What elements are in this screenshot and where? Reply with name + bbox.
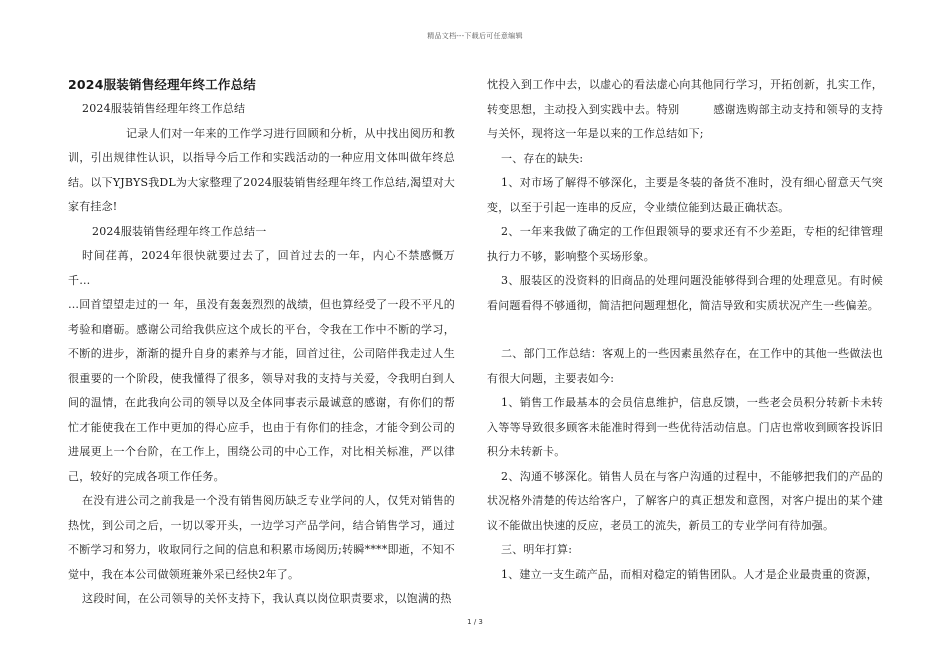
page-number: 1 / 3 <box>467 618 483 626</box>
department-item-2: 2、沟通不够深化。销售人员在与客户沟通的过程中，不能够把我们的产品的状况格外清楚的传达给客户，了解客户的真正想发和意图，对客户提出的某个建议不能做出快速的反应，老员工的流失，新员工的专业学问有待加强。 <box>487 469 883 532</box>
paragraph-continued: 这段时间，在公司领导的关怀支持下，我认真以岗位职责要求，以饱满的热 <box>82 592 452 605</box>
right-column <box>487 73 883 587</box>
shortcoming-item-2: 2、一年来我做了确定的工作但跟领导的要求还有不少差距，专柜的纪律管理执行力不够，影响整个买场形象。 <box>487 225 883 263</box>
paragraph-continuation: 忱投入到工作中去，以虚心的看法虚心向其他同行学习，开拓创新，扎实工作，转变思想，主动投入到实践中去。特别 感谢选购部主动支持和领导的支持与关怀，现将这一年是以来的工作总结如下; <box>487 78 883 140</box>
shortcoming-item-1: 1、对市场了解得不够深化，主要是冬装的备货不准时，没有细心留意天气突变，以至于引起一连串的反应，令业绩位能到达最正确状态。 <box>487 176 883 214</box>
paragraph-opening: 时间荏苒，2024年很快就要过去了，回首过去的一年，内心不禁感慨万千… <box>68 249 455 287</box>
document-title: 2024服装销售经理年终工作总结 <box>68 77 256 92</box>
left-column <box>68 73 455 612</box>
subtitle: 2024服装销售经理年终工作总结 <box>82 102 246 115</box>
page-header-note: 精品文档---下载后可任意编辑 <box>427 32 523 40</box>
department-item-1: 1、销售工作最基本的会员信息维护，信息反馈，一些老会员积分转新卡未转入等等导致很多顾客未能准时得到一些优待活动信息。门店也常收到顾客投诉旧积分未转新卡。 <box>487 396 883 458</box>
paragraph-review: …回首望望走过的一 年，虽没有轰轰烈烈的战绩，但也算经受了一段不平凡的考验和磨砺。感谢公司给我供应这个成长的平台，令我在工作中不断的学习，不断的进步，渐渐的提升自身的素养与才能，回首过往，公司陪伴我走过人生很重要的一个阶段，使我懂得了很多，领导对我的支持与关爱，令我明白到人间的温情，在此我向公司的领导以及全体同事表示最诚意的感谢，有你们的帮忙才能使我在工作中更加的得心应手，也由于有你们的挂念，才能令到公司的进展更上一个台阶，在工作上，围绕公司的中心工作，对比相关标准，严以律己，较好的完成各项工作任务。 <box>68 298 455 483</box>
shortcoming-item-3: 3、服装区的没资料的旧商品的处理问题没能够得到合理的处理意见。有时候看问题看得不够通彻，简洁把问题理想化，简洁导致和实质状况产生一些偏差。 <box>487 274 883 312</box>
heading-shortcomings: 一、存在的缺失: <box>501 151 584 165</box>
intro-paragraph: 记录人们对一年来的工作学习进行回顾和分析，从中找出阅历和教训，引出规律性认识，以指导今后工作和实践活动的一种应用文体叫做年终总结。以下YJBYS我DL为大家整理了2024服装销售经理年终工作总结,渴望对大家有挂念! <box>68 126 455 213</box>
plan-item-1: 1、建立一支生疏产品，而相对稳定的销售团队。人才是企业最贵重的资源， <box>501 567 878 581</box>
heading-department-summary: 二、部门工作总结：客观上的一些因素虽然存在，在工作中的其他一些做法也有很大问题，主要表如今: <box>487 347 883 385</box>
section-heading-one: 2024服装销售经理年终工作总结一 <box>92 224 267 238</box>
paragraph-gap <box>487 318 883 342</box>
paragraph-background: 在没有进公司之前我是一个没有销售阅历缺乏专业学问的人，仅凭对销售的热忱，到公司之后，一切以零开头，一边学习产品学问，结合销售学习，通过不断学习和努力，收取同行之间的信息和积累市场阅历;转瞬****即逝，不知不觉中，我在本公司做领班兼外采已经快2年了。 <box>68 494 455 581</box>
heading-next-year-plan: 三、明年打算: <box>501 543 573 556</box>
